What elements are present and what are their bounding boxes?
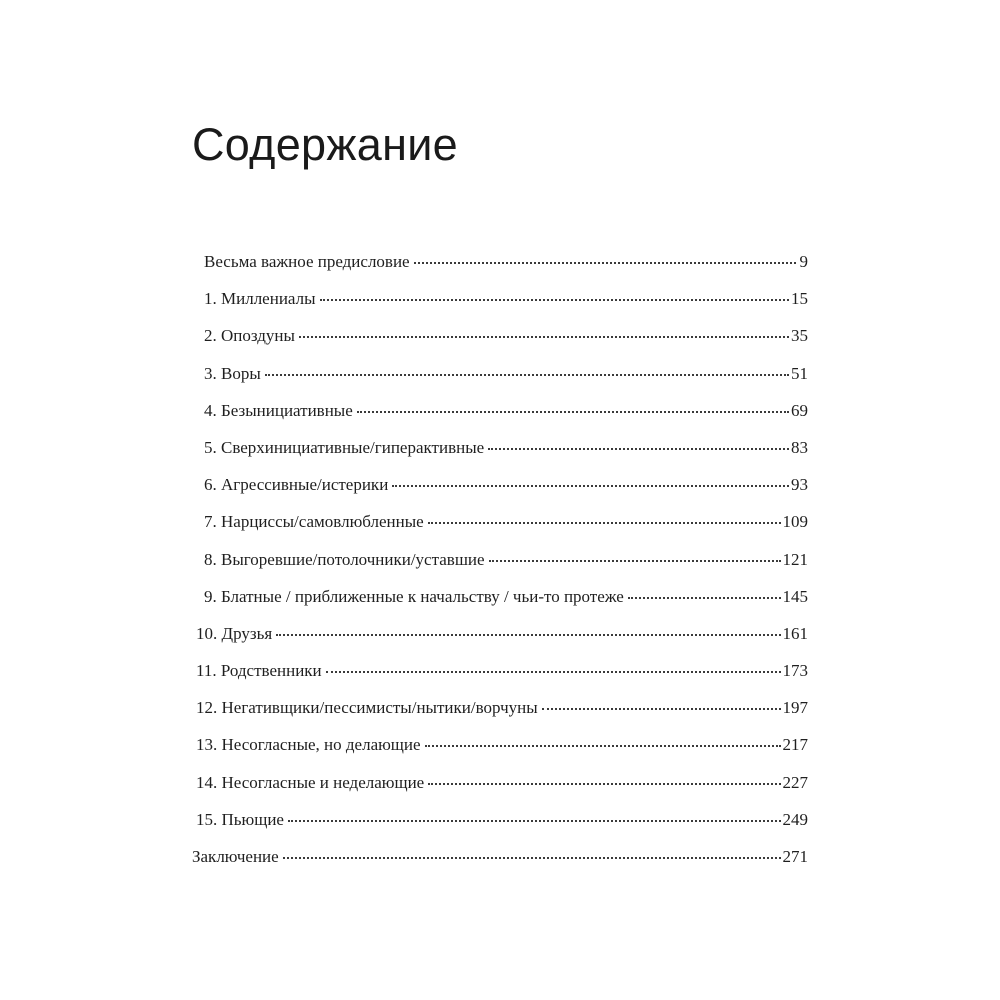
toc-entry-chapter-1: [192, 289, 808, 326]
toc-entry-page-number: 51: [791, 363, 808, 383]
dot-leader: [276, 633, 780, 636]
toc-entry-label: Заключение: [192, 847, 279, 866]
toc-entry-page-number: 271: [782, 847, 808, 866]
toc-entry-label: 10. Друзья: [196, 623, 273, 643]
toc-entry-page-number: 145: [782, 586, 808, 606]
dot-leader: [428, 782, 780, 785]
toc-entry-label: 5. Сверхинициативные/гиперактивные: [204, 437, 485, 457]
dot-leader: [357, 410, 789, 413]
toc-entry-label: 9. Блатные / приближенные к начальству / чьи-то протеже: [204, 586, 624, 606]
toc-entry-chapter-10: [192, 624, 808, 661]
toc-entry-chapter-5: [192, 438, 808, 475]
toc-entry-page-number: 227: [782, 772, 808, 792]
toc-entry-chapter-15: [192, 810, 808, 847]
toc-entry-chapter-13: [192, 735, 808, 772]
toc-entry-label: 8. Выгоревшие/потолочники/уставшие: [204, 549, 485, 569]
toc-entry-page-number: 35: [791, 326, 808, 346]
toc-entry-page-number: 249: [782, 809, 808, 829]
dot-leader: [414, 261, 796, 264]
toc-entry-label: 14. Несогласные и неделающие: [196, 772, 425, 792]
dot-leader: [320, 298, 789, 301]
toc-entry-page-number: 9: [799, 252, 808, 271]
toc-entry-chapter-11: [192, 661, 808, 698]
toc-entry-page-number: 93: [791, 475, 808, 495]
dot-leader: [283, 856, 781, 859]
toc-entry-label: 1. Миллениалы: [204, 289, 316, 309]
toc-entry-page-number: 217: [782, 735, 808, 755]
dot-leader: [265, 373, 789, 376]
toc-entry-label: Весьма важное предисловие: [204, 252, 410, 271]
toc-entry-label: 6. Агрессивные/истерики: [204, 475, 389, 495]
dot-leader: [392, 484, 789, 487]
dot-leader: [428, 521, 781, 524]
toc-entry-label: 7. Нарциссы/самовлюбленные: [204, 512, 424, 532]
toc-entry-chapter-12: [192, 698, 808, 735]
toc-entry-chapter-6: [192, 475, 808, 512]
dot-leader: [288, 819, 781, 822]
dot-leader: [489, 559, 781, 562]
toc-entry-chapter-3: [192, 364, 808, 401]
toc-entry-page-number: 173: [782, 661, 808, 681]
page-title: Содержание: [192, 119, 458, 170]
toc-entry-label: 13. Несогласные, но делающие: [196, 735, 421, 755]
toc-entry-page-number: 197: [782, 698, 808, 718]
toc-entry-page-number: 161: [782, 623, 808, 643]
dot-leader: [326, 670, 781, 673]
dot-leader: [299, 335, 789, 338]
toc-entry-chapter-9: [192, 587, 808, 624]
toc-entry-chapter-2: [192, 326, 808, 363]
toc-entry-label: 11. Родственники: [196, 661, 322, 681]
toc-entry-label: 4. Безынициативные: [204, 400, 353, 420]
toc-entry-chapter-8: [192, 550, 808, 587]
toc-entry-label: 12. Негативщики/пессимисты/нытики/ворчуны: [196, 698, 538, 718]
toc-entry-page-number: 121: [782, 549, 808, 569]
toc-entry-label: 3. Воры: [204, 363, 261, 383]
toc-entry-page-number: 15: [791, 289, 808, 309]
toc-entry-page-number: 109: [782, 512, 808, 532]
dot-leader: [542, 707, 781, 710]
toc-entry-conclusion: [192, 847, 808, 884]
table-of-contents: [192, 252, 808, 884]
dot-leader: [488, 447, 789, 450]
toc-entry-label: 15. Пьющие: [196, 809, 284, 829]
toc-entry-preface: [192, 252, 808, 289]
dot-leader: [628, 596, 781, 599]
dot-leader: [425, 744, 781, 747]
toc-entry-page-number: 69: [791, 400, 808, 420]
toc-entry-chapter-4: [192, 401, 808, 438]
toc-entry-chapter-14: [192, 773, 808, 810]
toc-entry-label: 2. Опоздуны: [204, 326, 295, 346]
toc-entry-page-number: 83: [791, 437, 808, 457]
toc-entry-chapter-7: [192, 512, 808, 549]
